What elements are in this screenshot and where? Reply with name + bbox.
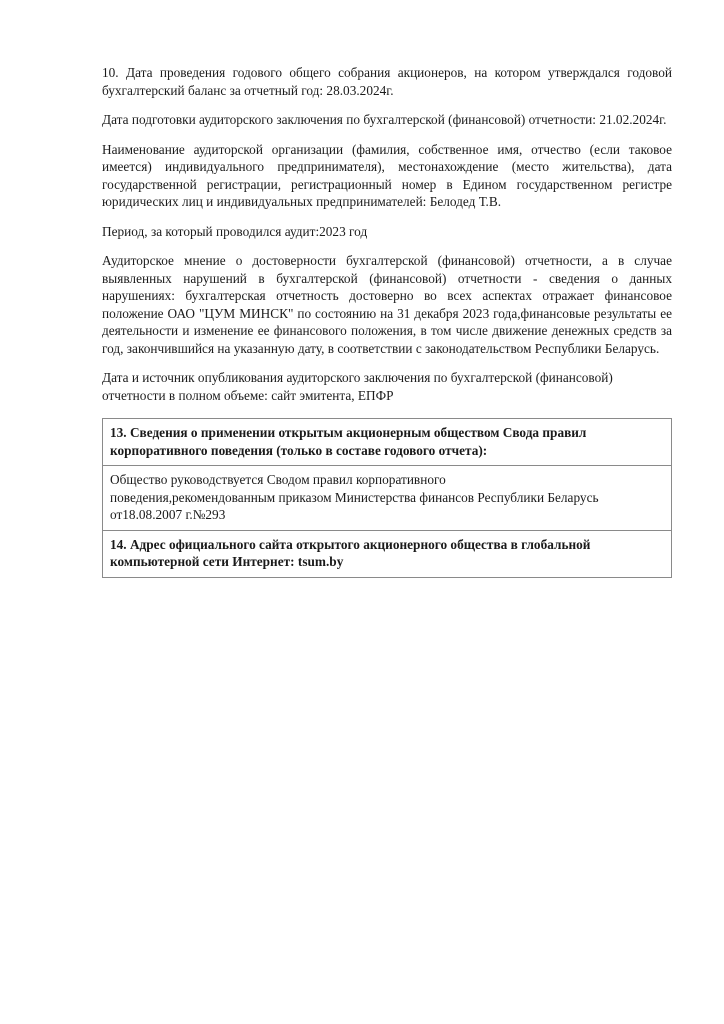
paragraph-item-10: 10. Дата проведения годового общего собрания акционеров, на котором утверждался годовой бухгалтерский баланс за отчетный год: 28.03.2024г. [102,65,672,98]
paragraph-audit-period: Период, за который проводился аудит:2023 год [102,223,368,239]
paragraph-auditor-name: Наименование аудиторской организации (фамилия, собственное имя, отчество (если таковое имеется) индивидуального предпринимателя), местонахождение (место жительства), дата государственной регистрации, регистрационный номер в Едином государственном регистре юридических лиц и индивидуальных предпринимателей: Белодед Т.В. [102,141,672,209]
table-cell-item-13-title: 13. Сведения о применении открытым акционерным обществом Свода правил корпоративного поведения (только в составе годового отчета): [103,419,672,466]
table-row [103,530,672,577]
document-body [102,64,672,578]
table-cell-line: поведения,рекомендованным приказом Министерства финансов Республики Беларусь [110,489,599,505]
table-spacer [102,404,672,418]
paragraph-audit-opinion: Аудиторское мнение о достоверности бухгалтерской (финансовой) отчетности, а в случае выявленных нарушений в бухгалтерской (финансовой) отчетности - сведения о данных нарушениях: бухгалтерская отчетность достоверно во всех аспектах отражает финансовое положение ОАО "ЦУМ МИНСК" по состоянию на 31 декабря 2023 года,финансовые результаты ее деятельности и изменение ее финансового положения, в том числе движение денежных средств за год, закончившийся на указанную дату, в соответствии с законодательством Республики Беларусь. [102,253,672,356]
table-row [103,466,672,531]
corporate-governance-table [102,418,672,578]
table-cell-line: Общество руководствуется Сводом правил корпоративного [110,472,446,487]
paragraph-audit-report-date: Дата подготовки аудиторского заключения по бухгалтерской (финансовой) отчетности: 21.02.2024г. [102,112,667,127]
table-row [103,419,672,466]
paragraph-publication-source: Дата и источник опубликования аудиторского заключения по бухгалтерской (финансовой) отчетности в полном объеме: сайт эмитента, ЕПФР [102,370,613,403]
table-cell-item-14-title: 14. Адрес официального сайта открытого акционерного общества в глобальной компьютерной сети Интернет: tsum.by [103,530,672,577]
table-cell-line: от18.08.2007 г.№293 [110,507,226,522]
table-cell-item-13-body [103,466,672,531]
